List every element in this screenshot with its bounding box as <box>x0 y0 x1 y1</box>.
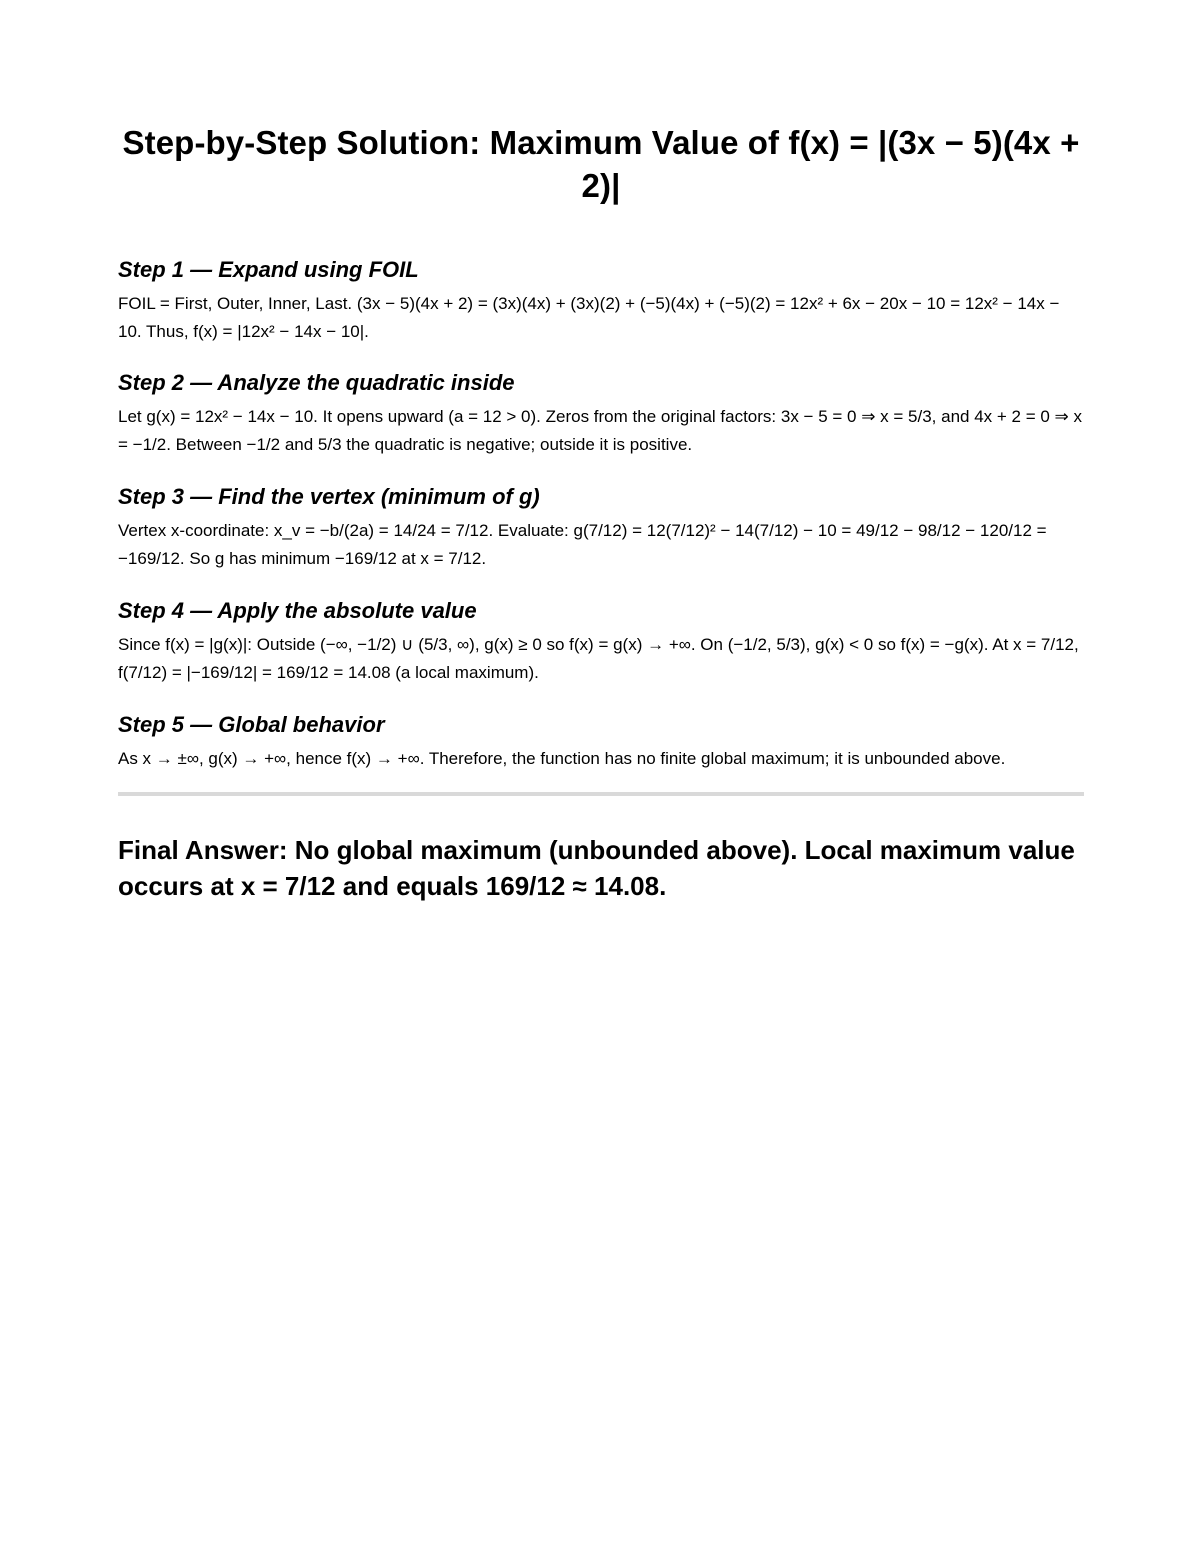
step-5-body: As x → ±∞, g(x) → +∞, hence f(x) → +∞. Therefore, the function has no finite global maximum; it is unbounded above. <box>118 749 1006 768</box>
step-5-section <box>118 711 1084 773</box>
step-4-body: Since f(x) = |g(x)|: Outside (−∞, −1/2) ∪ (5/3, ∞), g(x) ≥ 0 so f(x) = g(x) → +∞. On (−1/2, 5/3), g(x) < 0 so f(x) = −g(x). At x = 7/12, f(7/12) = |−169/12| = 169/12 = 14.08 (a local maximum). <box>118 635 1079 682</box>
step-2-body: Let g(x) = 12x² − 14x − 10. It opens upward (a = 12 > 0). Zeros from the original factors: 3x − 5 = 0 ⇒ x = 5/3, and 4x + 2 = 0 ⇒ x = −1/2. Between −1/2 and 5/3 the quadratic is negative; outside it is positive. <box>118 407 1083 454</box>
step-3-heading: Step 3 — Find the vertex (minimum of g) <box>118 484 540 509</box>
step-5-heading: Step 5 — Global behavior <box>118 712 385 737</box>
step-4-section <box>118 597 1084 687</box>
step-2-heading: Step 2 — Analyze the quadratic inside <box>118 370 515 395</box>
step-1-section <box>118 256 1084 346</box>
step-1-heading: Step 1 — Expand using FOIL <box>118 257 419 282</box>
step-1-body: FOIL = First, Outer, Inner, Last. (3x − 5)(4x + 2) = (3x)(4x) + (3x)(2) + (−5)(4x) + (−5)(2) = 12x² + 6x − 20x − 10 = 12x² − 14x − 10. Thus, f(x) = |12x² − 14x − 10|. <box>118 294 1060 341</box>
document-page <box>118 0 1084 904</box>
step-4-heading: Step 4 — Apply the absolute value <box>118 598 477 623</box>
step-3-body: Vertex x-coordinate: x_v = −b/(2a) = 14/24 = 7/12. Evaluate: g(7/12) = 12(7/12)² − 14(7/12) − 10 = 49/12 − 98/12 − 120/12 = −169/12. So g has minimum −169/12 at x = 7/12. <box>118 521 1047 568</box>
step-2-section <box>118 369 1084 459</box>
final-answer: Final Answer: No global maximum (unbounded above). Local maximum value occurs at x = 7/12 and equals 169/12 ≈ 14.08. <box>118 835 1075 901</box>
page-title: Step-by-Step Solution: Maximum Value of f(x) = |(3x − 5)(4x + 2)| <box>122 124 1080 204</box>
section-divider <box>118 792 1084 796</box>
step-3-section <box>118 483 1084 573</box>
